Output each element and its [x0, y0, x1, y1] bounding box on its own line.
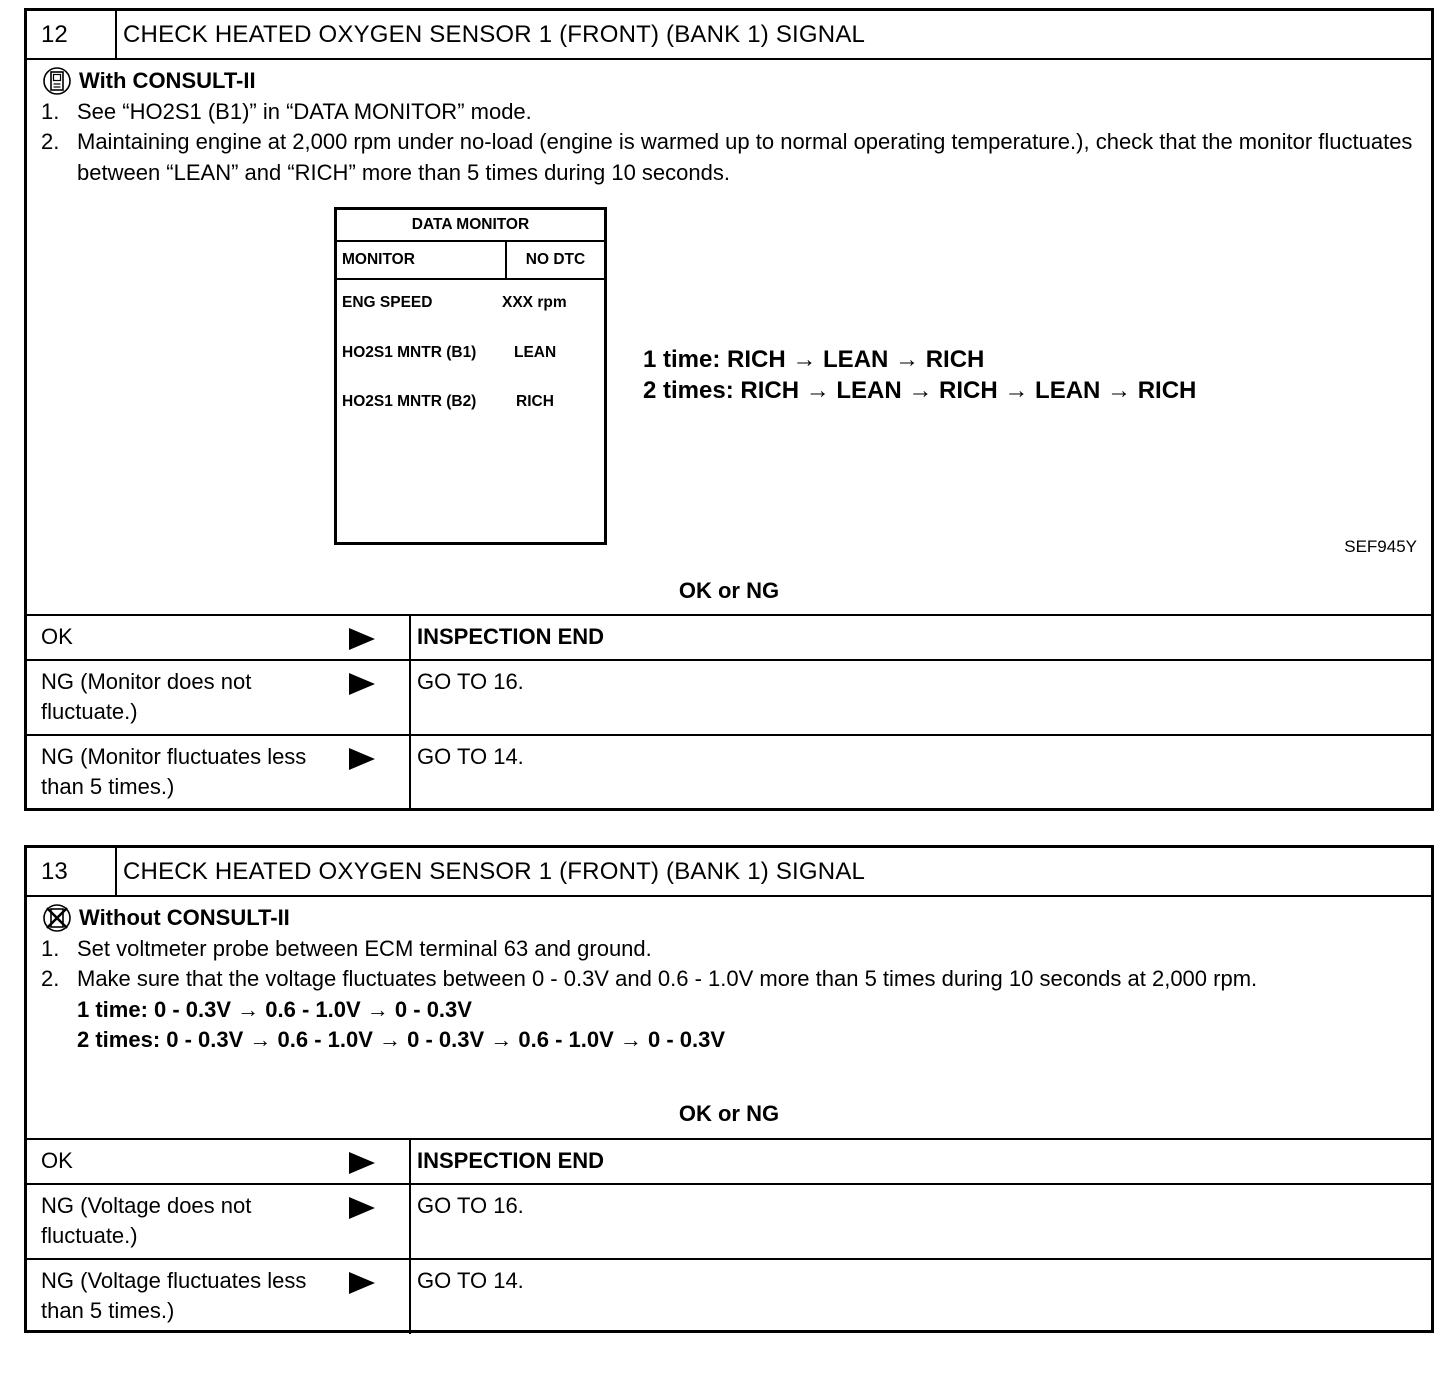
instruction-item — [41, 964, 1417, 995]
monitor-header: DATA MONITOR — [337, 210, 604, 242]
fluctuation-sequence — [643, 344, 1196, 406]
play-arrow-icon — [349, 628, 375, 650]
data-monitor-screen — [334, 207, 607, 545]
monitor-row-label: ENG SPEED — [342, 294, 433, 311]
result-condition: OK — [41, 624, 73, 649]
step-title: CHECK HEATED OXYGEN SENSOR 1 (FRONT) (BANK 1) SIGNAL — [123, 857, 866, 885]
sequence-line: 2 times: 0 - 0.3V → 0.6 - 1.0V → 0 - 0.3V → 0.6 - 1.0V → 0 - 0.3V — [77, 1027, 726, 1052]
mode-line — [41, 66, 1417, 97]
result-action: GO TO 16. — [410, 1184, 1431, 1259]
step-13-panel — [24, 845, 1434, 1333]
monitor-row-label: HO2S1 MNTR (B2) — [342, 393, 477, 410]
voltage-sequence — [41, 995, 1417, 1056]
instruction-number: 2. — [41, 966, 60, 991]
play-arrow-icon — [349, 1272, 375, 1294]
monitor-row-label: HO2S1 MNTR (B1) — [342, 344, 477, 361]
step-header — [27, 848, 1431, 897]
result-action: INSPECTION END — [410, 615, 1431, 660]
instruction-text: See “HO2S1 (B1)” in “DATA MONITOR” mode. — [77, 98, 532, 124]
no-consult-icon — [41, 903, 73, 933]
step-number: 13 — [27, 848, 117, 895]
result-condition: NG (Monitor does not fluctuate.) — [41, 669, 252, 724]
result-row — [27, 1139, 1431, 1184]
result-action: GO TO 14. — [410, 735, 1431, 810]
mode-label: Without CONSULT-II — [79, 905, 290, 930]
play-arrow-icon — [349, 673, 375, 695]
ok-ng-label: OK or NG — [678, 578, 780, 603]
instruction-text: Make sure that the voltage fluctuates between 0 - 0.3V and 0.6 - 1.0V more than 5 times during 10 seconds at 2,000 rpm. — [77, 966, 1258, 991]
result-row — [27, 735, 1431, 810]
instruction-text: Maintaining engine at 2,000 rpm under no-load (engine is warmed up to normal operating temperature.), check that the monitor fluctuates between “LEAN” and “RICH” more than 5 times during 10 seconds. — [77, 129, 1413, 185]
sequence-line: 1 time: 0 - 0.3V → 0.6 - 1.0V → 0 - 0.3V — [77, 996, 472, 1022]
result-table — [27, 614, 1431, 810]
monitor-row-value: XXX rpm — [502, 294, 567, 311]
step-body — [27, 60, 1431, 616]
consult-icon — [41, 66, 73, 96]
result-condition: OK — [41, 1148, 73, 1173]
play-arrow-icon — [349, 748, 375, 770]
result-condition: NG (Voltage does not fluctuate.) — [41, 1193, 252, 1248]
result-table — [27, 1138, 1431, 1334]
monitor-row-value: RICH — [516, 393, 554, 410]
monitor-row — [342, 288, 567, 319]
monitor-col-status: NO DTC — [525, 251, 586, 268]
instruction-item — [41, 934, 1417, 965]
instruction-text: Set voltmeter probe between ECM terminal 63 and ground. — [77, 935, 652, 961]
instruction-item — [41, 97, 1417, 128]
mode-label: With CONSULT-II — [79, 68, 256, 93]
sequence-line: 2 times: RICH → LEAN → RICH → LEAN → RICH — [643, 377, 1197, 404]
instruction-list — [41, 97, 1417, 189]
instruction-number: 1. — [41, 98, 60, 124]
sequence-line: 1 time: RICH → LEAN → RICH — [643, 346, 985, 373]
ok-ng-label: OK or NG — [678, 1101, 780, 1126]
result-row — [27, 615, 1431, 660]
step-number: 12 — [27, 11, 117, 58]
play-arrow-icon — [349, 1152, 375, 1174]
step-header — [27, 11, 1431, 60]
result-condition: NG (Monitor fluctuates less than 5 times.) — [41, 744, 307, 799]
monitor-row — [342, 338, 557, 369]
result-condition: NG (Voltage fluctuates less than 5 times.) — [41, 1268, 307, 1323]
monitor-col-label: MONITOR — [337, 242, 507, 278]
result-action: GO TO 16. — [410, 660, 1431, 735]
instruction-number: 2. — [41, 129, 60, 154]
play-arrow-icon — [349, 1197, 375, 1219]
instruction-list — [41, 934, 1417, 995]
monitor-row-value: LEAN — [514, 344, 557, 361]
instruction-item — [41, 127, 1417, 188]
step-body — [27, 897, 1431, 1140]
result-row — [27, 1184, 1431, 1259]
step-title: CHECK HEATED OXYGEN SENSOR 1 (FRONT) (BANK 1) SIGNAL — [123, 20, 866, 48]
instruction-number: 1. — [41, 935, 60, 961]
figure-id: SEF945Y — [1344, 537, 1417, 556]
step-12-panel — [24, 8, 1434, 811]
mode-line — [41, 903, 1417, 934]
result-action: GO TO 14. — [410, 1259, 1431, 1334]
monitor-row — [342, 387, 554, 418]
result-row — [27, 1259, 1431, 1334]
result-action: INSPECTION END — [410, 1139, 1431, 1184]
result-row — [27, 660, 1431, 735]
monitor-columns — [337, 242, 604, 280]
